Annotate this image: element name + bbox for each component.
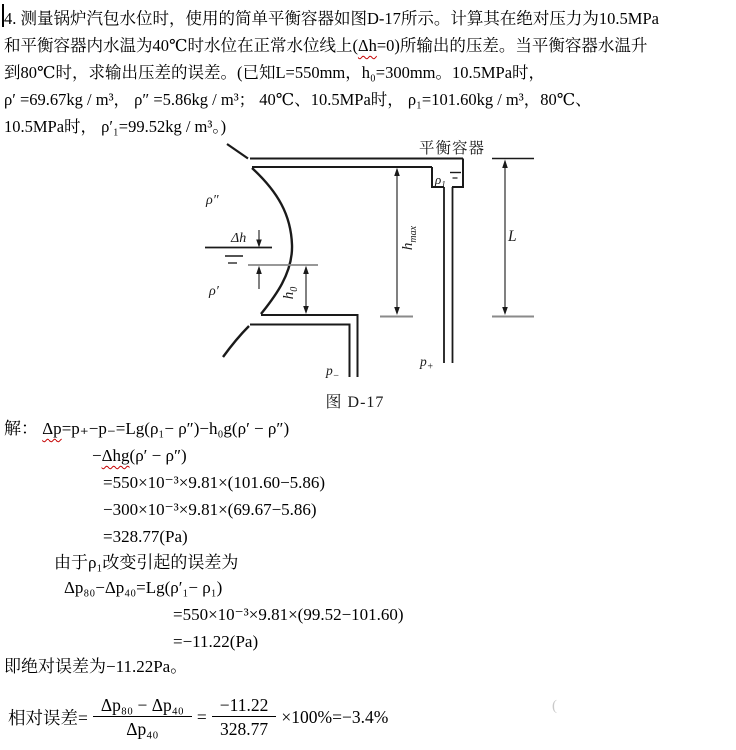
solution-line-3: =550×10⁻³×9.81×(101.60−5.86) xyxy=(103,473,326,492)
minus-pipe-bottom-edge xyxy=(250,325,350,378)
fraction-numerator: −11.22 xyxy=(219,694,269,715)
fraction-denominator: 328.77 xyxy=(212,716,277,740)
fraction-delta-p xyxy=(93,695,192,740)
problem-line-4: ρ′ =69.67kg / m³， ρ″ =5.86kg / m³； 40℃、10.5MPa时， ρ₁=101.60kg / m³，80℃、 xyxy=(4,90,592,109)
solution-line-4: −300×10⁻³×9.81×(69.67−5.86) xyxy=(103,500,317,519)
solution-line-2-pre: − xyxy=(92,446,102,465)
p-plus-label: $p_+$ xyxy=(420,354,434,373)
h0-arrowhead-down xyxy=(303,306,309,314)
spellcheck-underline: Δh xyxy=(357,36,377,55)
problem-line-2 xyxy=(4,33,647,59)
figure-caption: 图 D-17 xyxy=(325,394,385,411)
hmax-arrowhead-down xyxy=(394,307,400,315)
solution-line-2 xyxy=(92,444,187,468)
problem-line-1: 4. 测量锅炉汽包水位时，使用的简单平衡容器如图D-17所示。计算其在绝对压力为10.5MPa xyxy=(4,9,659,28)
relative-error-label: 相对误差= xyxy=(8,707,88,728)
delta-h-label: Δh xyxy=(231,231,247,246)
spellcheck-underline: Δp xyxy=(42,419,62,438)
solution-line-9: =−11.22(Pa) xyxy=(173,632,259,651)
L-arrowhead-down xyxy=(502,307,508,315)
solution-line-6: 由于ρ₁改变引起的误差为 xyxy=(54,553,239,572)
stray-scan-mark: ( xyxy=(552,698,557,714)
rho-water-label: ρ′ xyxy=(209,284,219,299)
drum-wall-top-diagonal xyxy=(227,144,248,159)
vessel-label: 平衡容器 xyxy=(418,140,486,157)
spellcheck-underline: Δhg xyxy=(101,446,130,465)
hmax-label: $h_{max}$ xyxy=(400,225,419,251)
h0-label: $h_0$ xyxy=(281,286,300,300)
drum-wall-lower-curve xyxy=(223,326,249,357)
solution-line-10: 即绝对误差为−11.22Pa。 xyxy=(4,657,188,676)
fraction-denominator: Δp₄₀ xyxy=(93,716,192,740)
solution-line-8: =550×10⁻³×9.81×(99.52−101.60) xyxy=(173,605,404,624)
rho-steam-label: ρ″ xyxy=(206,193,219,208)
delta-h-arrowhead-up xyxy=(256,266,262,274)
solution-line-5: =328.77(Pa) xyxy=(103,527,188,546)
equals-sign: = xyxy=(196,706,207,727)
fraction-values xyxy=(212,695,277,740)
solution-prefix: 解： xyxy=(4,419,43,438)
solution-line-2-post: (ρ′ − ρ″) xyxy=(129,446,187,465)
problem-line-3: 到80℃时，求输出压差的误差。(已知L=550mm，h₀=300mm。10.5MPa时， xyxy=(4,63,546,82)
delta-h-arrowhead-down xyxy=(256,240,262,248)
solution-line-1 xyxy=(4,417,289,441)
problem-line-2-pre: 和平衡容器内水温为40℃时水位在正常水位线上( xyxy=(4,36,358,55)
relative-error-result: ×100%=−3.4% xyxy=(281,706,389,727)
problem-line-2-post: =0)所输出的压差。当平衡容器水温升 xyxy=(376,36,648,55)
p-minus-label: $p_-$ xyxy=(326,363,340,382)
hmax-arrowhead-up xyxy=(394,168,400,176)
fraction-numerator: Δp₈₀ − Δp₄₀ xyxy=(100,694,184,715)
h0-arrowhead-up xyxy=(303,266,309,274)
solution-line-1-rest: =p₊−p₋=Lg(ρ₁− ρ″)−h₀g(ρ′ − ρ″) xyxy=(61,419,290,438)
L-label: L xyxy=(508,228,517,245)
solution-line-7: Δp₈₀−Δp₄₀=Lg(ρ′₁− ρ₁) xyxy=(64,578,223,597)
rho1-vessel-label: $\rho_1$ xyxy=(435,172,446,190)
figure-d17 xyxy=(0,135,736,413)
problem-line-5: 10.5MPa时， ρ′₁=99.52kg / m³。) xyxy=(4,117,227,136)
relative-error-equation xyxy=(8,686,388,748)
L-arrowhead-up xyxy=(502,160,508,169)
